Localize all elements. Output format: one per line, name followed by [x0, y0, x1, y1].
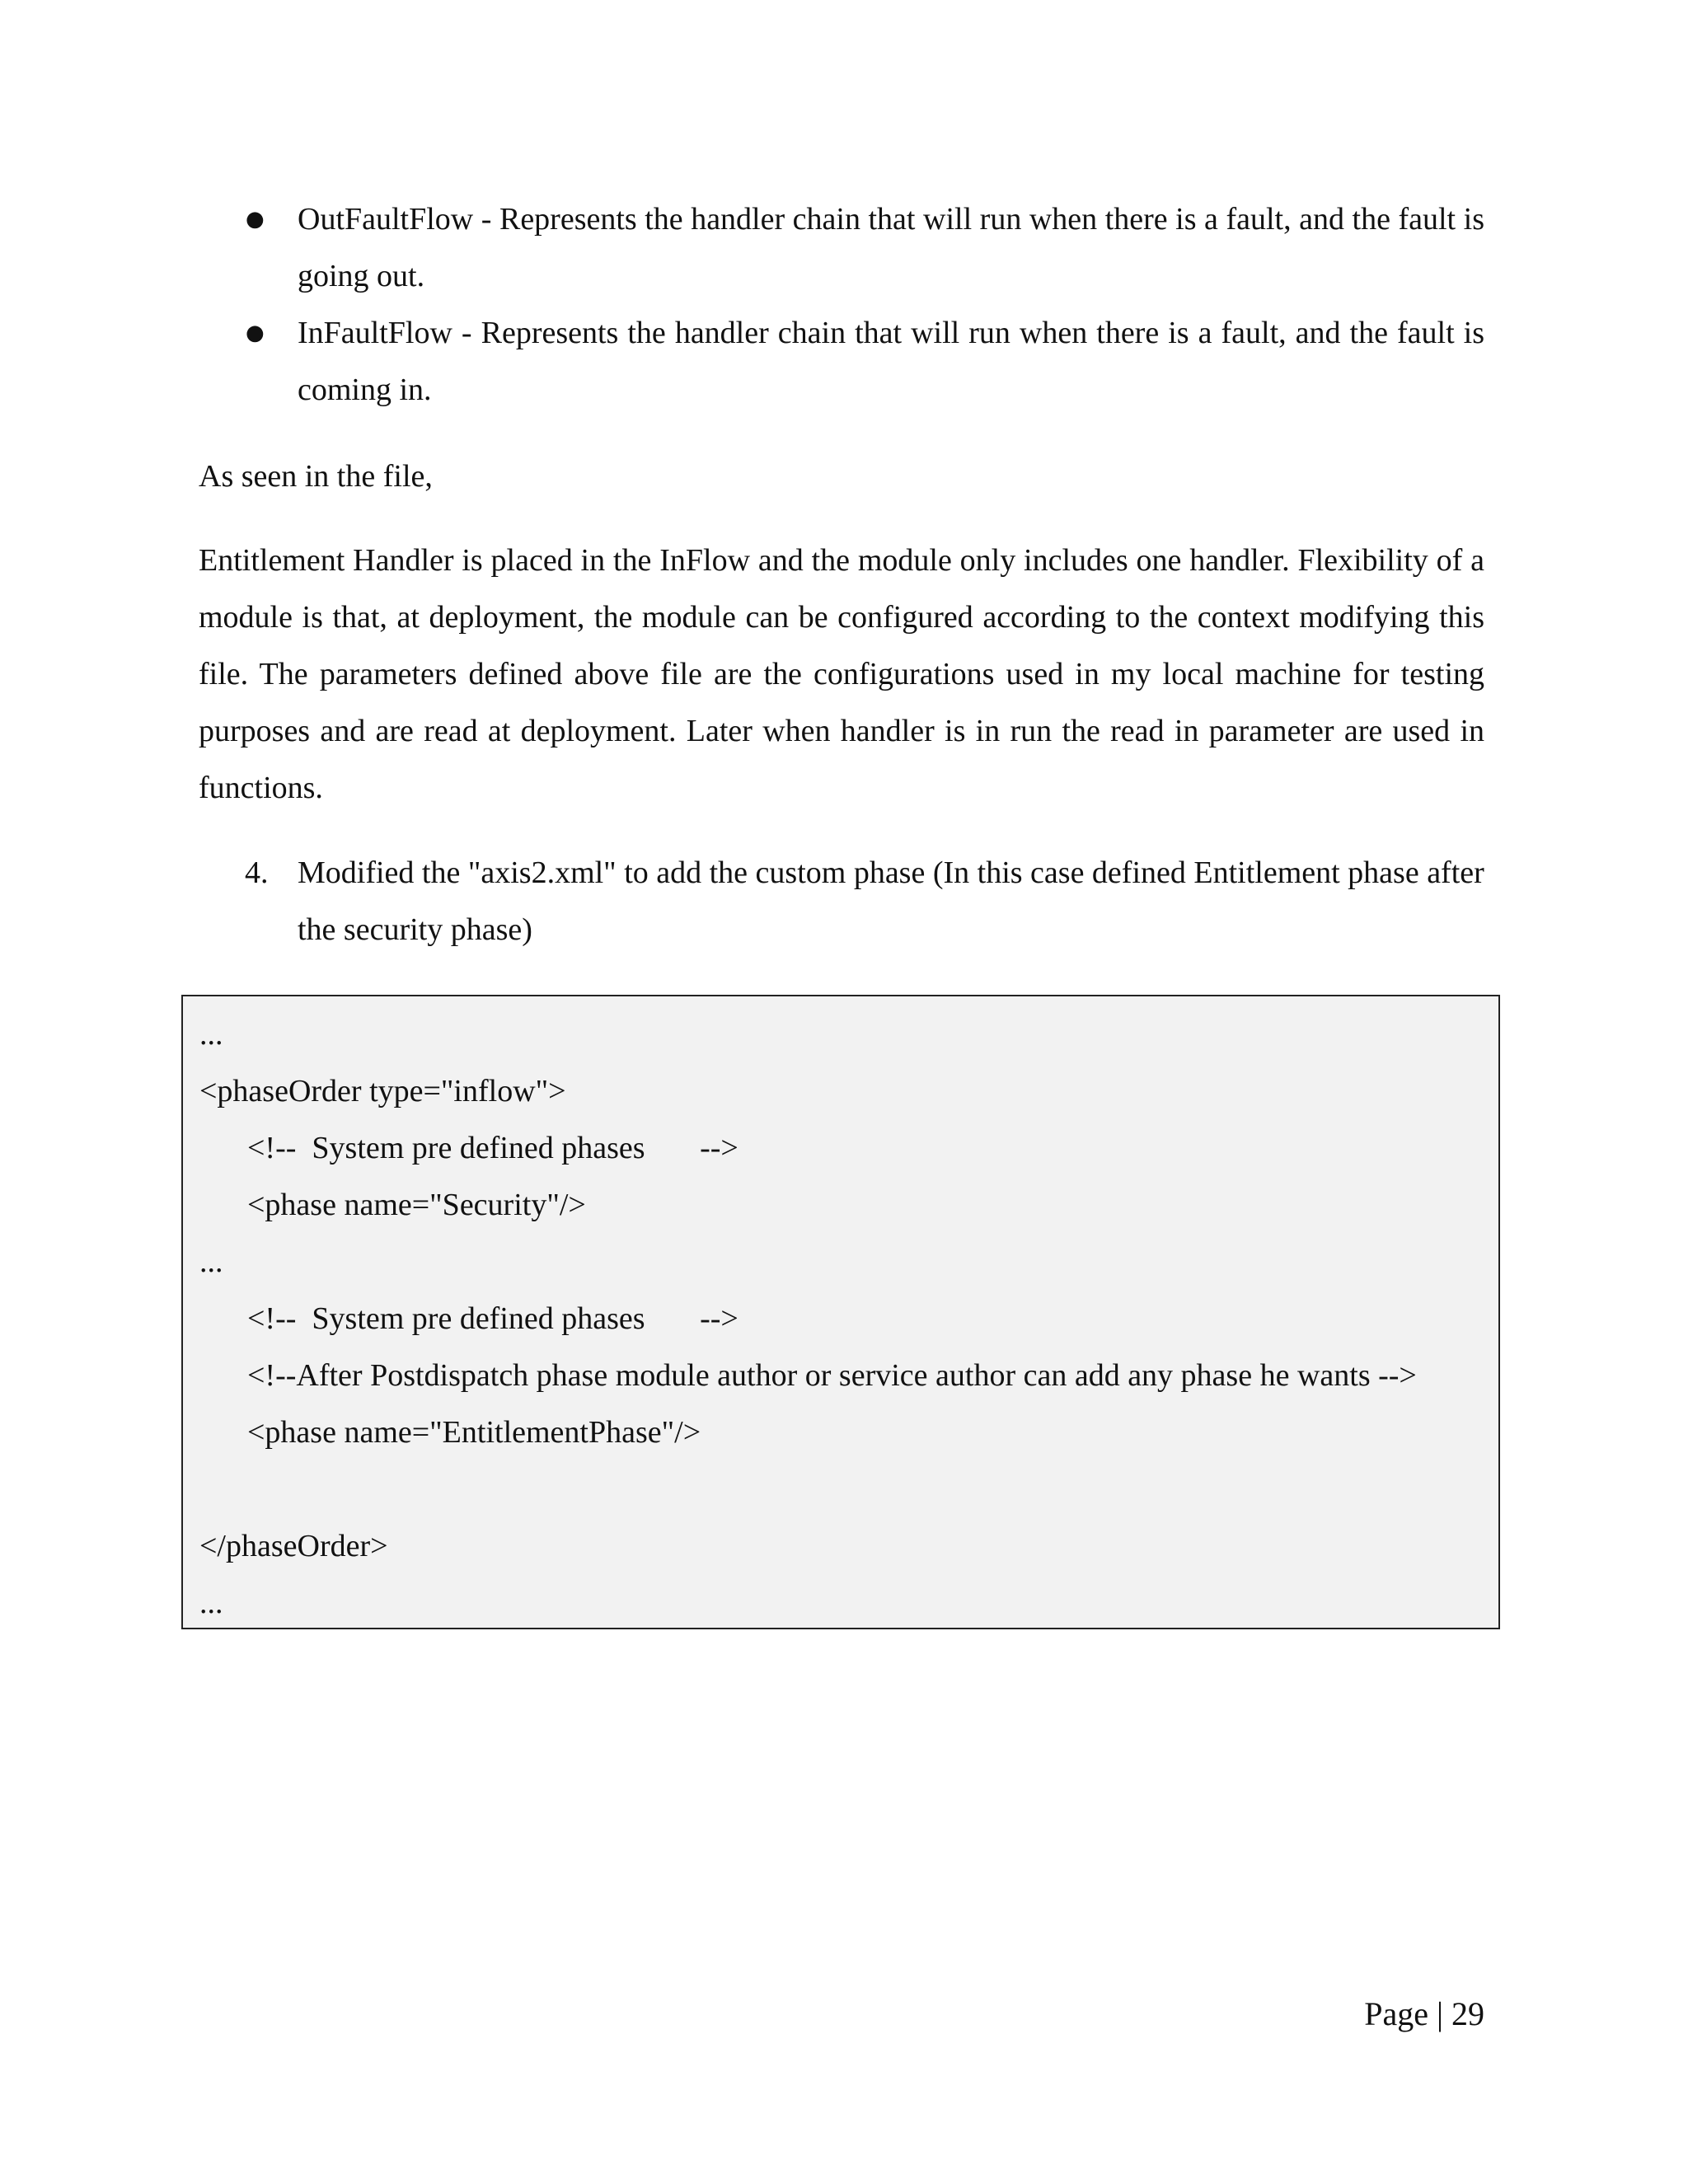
- code-line-blank: [199, 1461, 1498, 1518]
- bullet-item-infaultflow: [199, 305, 1484, 419]
- code-line: <phase name="Security"/>: [247, 1188, 586, 1222]
- bullet-item-outfaultflow: [199, 191, 1484, 305]
- code-line: </phaseOrder>: [199, 1529, 388, 1563]
- code-snippet-box: [181, 995, 1500, 1629]
- code-line: <phaseOrder type="inflow">: [199, 1074, 566, 1108]
- code-line: <!-- System pre defined phases -->: [247, 1131, 738, 1165]
- bullet-icon: ●: [246, 207, 265, 232]
- bullet-icon: ●: [246, 321, 265, 345]
- step-number: 4.: [245, 855, 269, 890]
- fault-flow-bullet-list: [199, 191, 1484, 419]
- code-line: <!-- System pre defined phases -->: [247, 1301, 738, 1336]
- step-text: Modified the "axis2.xml" to add the custom phase (In this case defined Entitlement phase after the security phase): [298, 855, 1484, 947]
- code-line: <!--After Postdispatch phase module author or service author can add any phase he wants -->: [247, 1358, 1417, 1393]
- bullet-text: InFaultFlow - Represents the handler chain that will run when there is a fault, and the fault is coming in.: [298, 316, 1484, 407]
- code-line: <phase name="EntitlementPhase"/>: [247, 1415, 701, 1450]
- page-number: Page | 29: [1364, 1995, 1484, 2032]
- code-line: ...: [199, 1244, 223, 1279]
- paragraph-as-seen: As seen in the file,: [199, 459, 433, 494]
- bullet-text: OutFaultFlow - Represents the handler chain that will run when there is a fault, and the fault is going out.: [298, 202, 1484, 293]
- code-line: ...: [199, 1586, 223, 1620]
- paragraph-entitlement-handler: Entitlement Handler is placed in the InFlow and the module only includes one handler. Flexibility of a module is that, at deployment, the module can be configured according to the context modifying this file. The parameters defined above file are the configurations used in my local machine for testing purposes and are read at deployment. Later when handler is in run the read in parameter are used in functions.: [199, 543, 1484, 805]
- code-line: ...: [199, 1017, 223, 1052]
- numbered-step-4: [199, 845, 1484, 958]
